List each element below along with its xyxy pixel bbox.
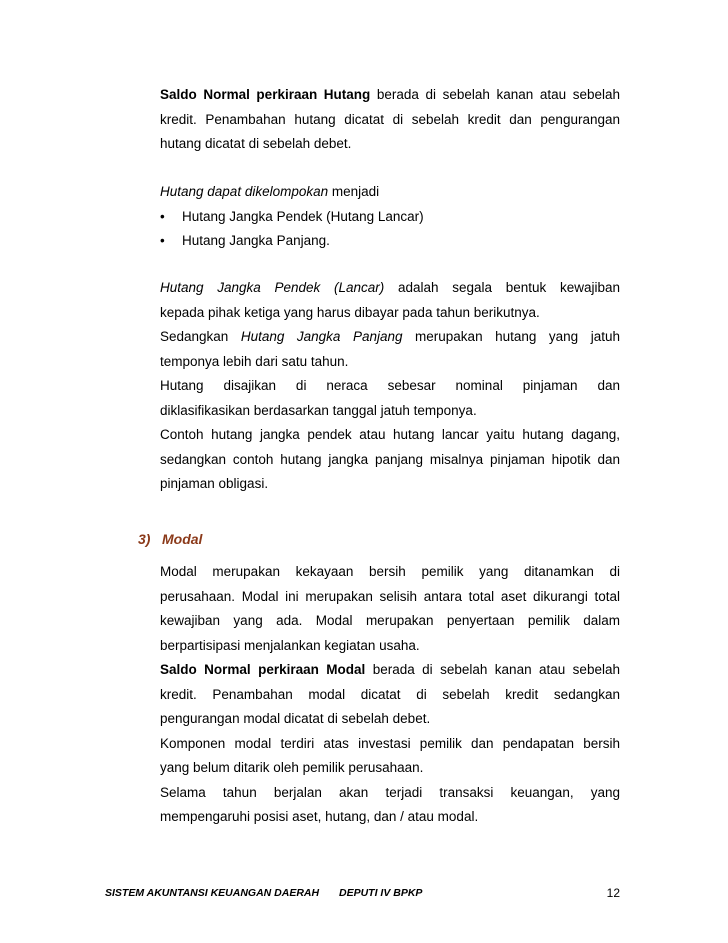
text-line: sedangkan contoh hutang jangka panjang misalnya pinjaman hipotik dan <box>160 451 620 467</box>
paragraph-hutang-kelompok <box>160 180 620 254</box>
italic-term: Hutang dapat dikelompokan <box>160 184 329 199</box>
section-title: Modal <box>162 531 203 547</box>
text-line: hutang dicatat di sebelah debet. <box>160 136 352 151</box>
paragraph-modal <box>160 560 620 830</box>
footer-title: SISTEM AKUNTANSI KEUANGAN DAERAH <box>105 887 320 899</box>
text-line <box>160 276 620 301</box>
section-number: 3) <box>138 531 151 547</box>
text-line: pengurangan modal dicatat di sebelah debet. <box>160 711 431 726</box>
text-span: menjadi <box>331 184 380 199</box>
paragraph-hutang-jangka <box>160 276 620 497</box>
list-item <box>160 229 620 254</box>
text-line <box>160 658 620 683</box>
text-line: kredit. Penambahan hutang dicatat di sebelah kredit dan pengurangan <box>160 111 620 127</box>
text-line <box>160 83 620 108</box>
paragraph-hutang-saldo <box>160 83 620 157</box>
section-heading-modal <box>138 527 202 551</box>
list-item <box>160 205 620 230</box>
text-span: merupakan hutang yang jatuh <box>415 329 620 344</box>
italic-term: Hutang Jangka Pendek (Lancar) <box>160 280 385 295</box>
text-span: adalah segala bentuk kewajiban <box>397 280 620 295</box>
text-line: temponya lebih dari satu tahun. <box>160 353 349 369</box>
list-item-text: Hutang Jangka Pendek (Hutang Lancar) <box>182 208 424 224</box>
text-line: Contoh hutang jangka pendek atau hutang lancar yaitu hutang dagang, <box>160 427 620 442</box>
bold-term: Saldo Normal perkiraan Modal <box>160 662 366 677</box>
text-line: perusahaan. Modal ini merupakan selisih antara total aset dikurangi total <box>160 588 620 604</box>
text-line: mempengaruhi posisi aset, hutang, dan / atau modal. <box>160 809 479 824</box>
text-line: Selama tahun berjalan akan terjadi transaksi keuangan, yang <box>160 784 620 800</box>
text-span: berada di sebelah kanan atau sebelah <box>376 87 620 102</box>
bullet-icon: • <box>160 233 165 248</box>
bullet-icon: • <box>160 208 165 224</box>
text-span: berada di sebelah kanan atau sebelah <box>372 662 620 677</box>
italic-term: Hutang Jangka Panjang <box>240 329 403 344</box>
text-line: Komponen modal terdiri atas investasi pemilik dan pendapatan bersih <box>160 735 620 751</box>
bold-term: Saldo Normal perkiraan Hutang <box>160 87 371 102</box>
text-line: kredit. Penambahan modal dicatat di sebelah kredit sedangkan <box>160 686 620 702</box>
text-line <box>160 180 620 205</box>
text-line <box>160 325 620 350</box>
text-line: kewajiban yang ada. Modal merupakan penyertaan pemilik dalam <box>160 613 620 628</box>
text-line: Modal merupakan kekayaan bersih pemilik yang ditanamkan di <box>160 564 620 579</box>
footer-agency: DEPUTI IV BPKP <box>339 887 423 899</box>
text-line: berpartisipasi menjalankan kegiatan usaha. <box>160 637 420 653</box>
text-line: kepada pihak ketiga yang harus dibayar pada tahun berikutnya. <box>160 304 540 320</box>
page-number: 12 <box>606 886 620 900</box>
text-line: diklasifikasikan berdasarkan tanggal jatuh temponya. <box>160 402 477 418</box>
page-footer <box>105 881 620 905</box>
list-item-text: Hutang Jangka Panjang. <box>182 233 330 248</box>
text-line: pinjaman obligasi. <box>160 476 269 491</box>
text-line: yang belum ditarik oleh pemilik perusahaan. <box>160 760 424 775</box>
text-span: Sedangkan <box>160 329 229 344</box>
text-line: Hutang disajikan di neraca sebesar nominal pinjaman dan <box>160 378 620 393</box>
